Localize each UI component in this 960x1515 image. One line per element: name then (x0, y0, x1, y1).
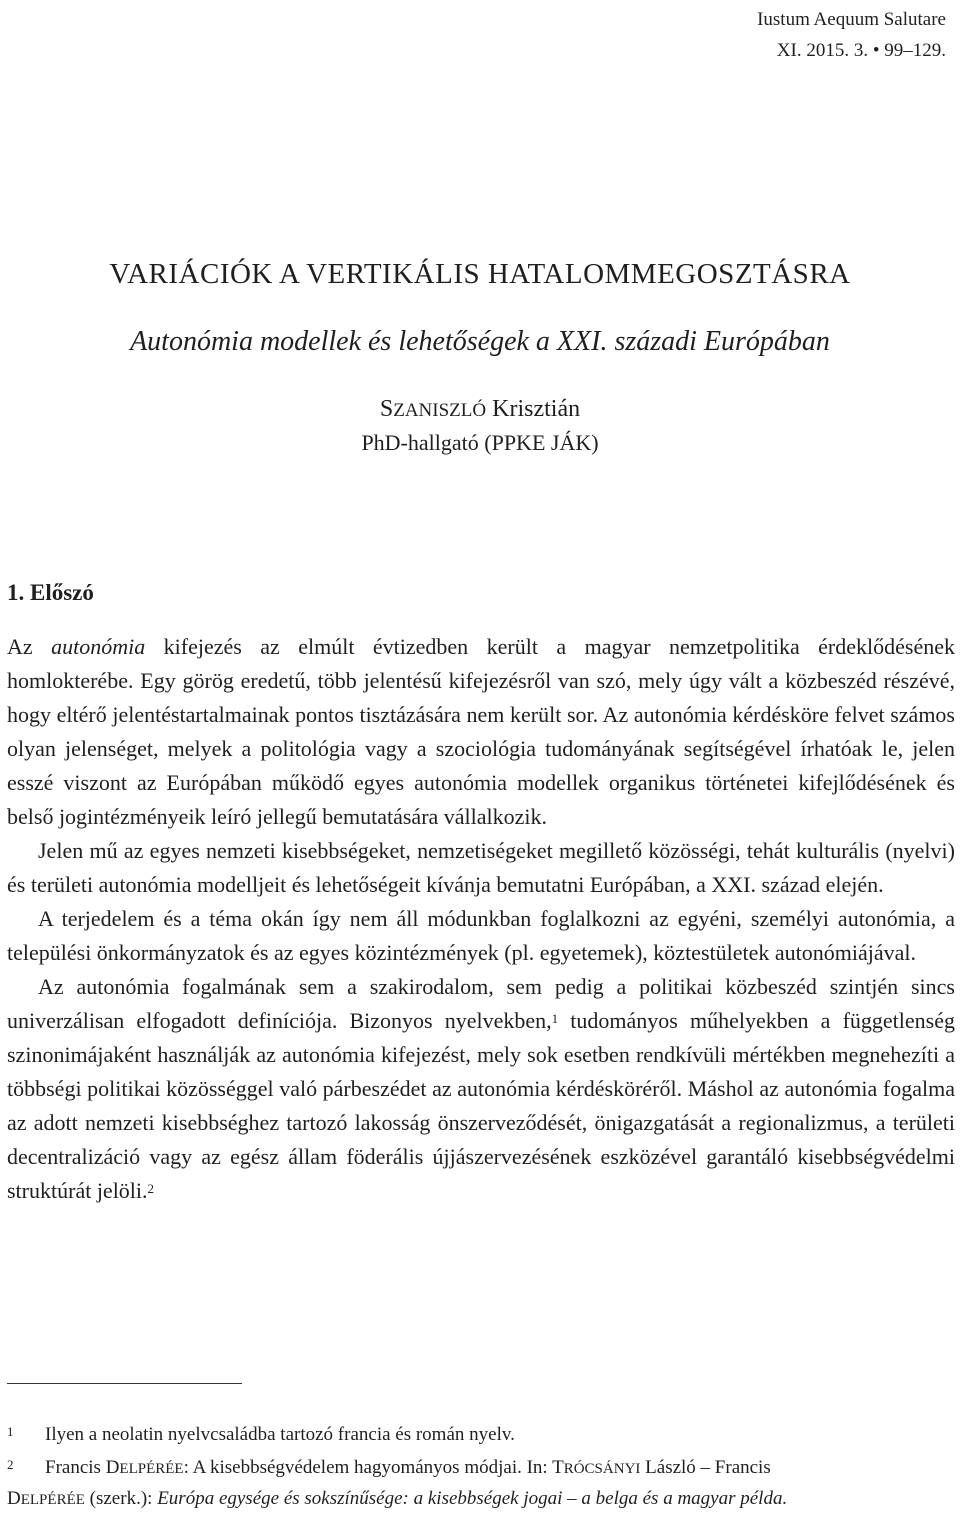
journal-name: Iustum Aequum Salutare (757, 9, 946, 30)
footnote-2-smallcaps-2-initial: T (552, 1457, 564, 1478)
footnote-1-number: 1 (7, 1424, 14, 1439)
journal-header (757, 4, 946, 66)
footnote-2 (7, 1453, 955, 1515)
author-surname-rest: ZANISZLÓ (393, 400, 487, 421)
footnote-1-text: Ilyen a neolatin nyelvcsaládba tartozó francia és román nyelv. (45, 1424, 515, 1445)
footnote-ref-1[interactable]: 1 (551, 1011, 559, 1026)
journal-issue: XI. 2015. 3. • 99–129. (776, 40, 946, 61)
footnote-2-smallcaps-1-initial: D (105, 1457, 120, 1478)
footnote-2-part-d: (szerk.): (84, 1488, 158, 1509)
footnote-2-smallcaps-3-initial: D (7, 1488, 21, 1509)
footnote-2-part-c: László – Francis (640, 1457, 771, 1478)
article-body (7, 630, 955, 1208)
author-given-name: Krisztián (492, 396, 581, 422)
paragraph-2: Jelen mű az egyes nemzeti kisebbségeket, nemzetiségeket megillető közösségi, tehát kulturális (nyelvi) és területi autonómia modelljeit és lehetőségeit kívánja bemutatni Európában, a XXI. század elején. (7, 838, 955, 897)
author-surname-initial: S (379, 396, 394, 422)
paragraph-1-emphasis: autonómia (51, 634, 146, 659)
paragraph-3: A terjedelem és a téma okán így nem áll módunkban foglalkozni az egyéni, személyi autonómia, a települési önkormányzatok és az egyes közintézmények (pl. egyetemek), köztestületek autonómiájával. (7, 906, 955, 965)
footnote-2-italic-title: Európa egysége és sokszínűsége: a kisebbségek jogai – a belga és a magyar példa. (157, 1488, 788, 1509)
author-affiliation: PhD-hallgató (PPKE JÁK) (361, 430, 599, 455)
footnote-ref-2[interactable]: 2 (147, 1181, 155, 1196)
paragraph-4-text-a: Az autonómia fogalmának sem a szakirodalom, sem pedig a politikai közbeszéd szintjén sincs univerzálisan elfogadott definíciója. Bizonyos nyelvekben, (7, 974, 955, 1033)
article-subtitle: Autonómia modellek és lehetőségek a XXI. századi Európában (130, 326, 830, 357)
paragraph-1 (7, 630, 955, 834)
paragraph-4-text-b: tudományos műhelyekben a függetlenség szinonimájaként használják az autonómia kifejezést, mely sok esetben rendkívüli mértékben megnehezíti a többségi politikai közösséggel való párbeszédet az autonómia kérdésköréről. Máshol az autonómia fogalma az adott nemzeti kisebbséghez tartozó lakosság önszerveződését, önigazgatását a regionalizmus, a területi decentralizáció vagy az egész állam föderális újjászervezésének eszközével garantáló kisebbségvédelmi struktúrát jelöli. (7, 1008, 955, 1203)
footnote-2-smallcaps-3-rest: ELPÉRÉE (20, 1492, 85, 1508)
footnote-2-text (7, 1453, 955, 1515)
footnote-1 (7, 1420, 955, 1449)
footnote-2-number: 2 (7, 1457, 14, 1472)
paragraph-4 (7, 970, 955, 1208)
author-name (0, 396, 960, 423)
section-heading: 1. Előszó (7, 580, 94, 605)
article-title: VARIÁCIÓK A VERTIKÁLIS HATALOMMEGOSZTÁSRA (109, 258, 851, 290)
footnote-2-line-2 (7, 1484, 955, 1515)
footnote-2-part-b: : A kisebbségvédelem hagyományos módjai. In: (183, 1457, 553, 1478)
footnote-2-smallcaps-1-rest: ELPÉRÉE (119, 1461, 184, 1477)
paragraph-1-text-a: Az (7, 634, 52, 659)
paragraph-1-text-b: kifejezés az elmúlt évtizedben került a magyar nemzetpolitika érdeklődésének homlokterébe. Egy görög eredetű, több jelentésű kifejezésről van szó, mely úgy vált a közbeszéd részévé, hogy eltérő jelentéstartalmainak pontos tisztázására nem került sor. Az autonómia kérdésköre felvet számos olyan jelenséget, melyek a politológia vagy a szociológia tudományának segítségével írhatóak le, jelen esszé viszont az Európában működő egyes autonómia modellek organikus történetei kifejlődésének és belső jogintézményeik leíró jellegű bemutatására vállalkozik. (7, 634, 955, 829)
footnote-separator (7, 1383, 242, 1384)
footnote-2-part-a: Francis (45, 1457, 106, 1478)
footnote-2-smallcaps-2-rest: RÓCSÁNYI (563, 1461, 641, 1477)
